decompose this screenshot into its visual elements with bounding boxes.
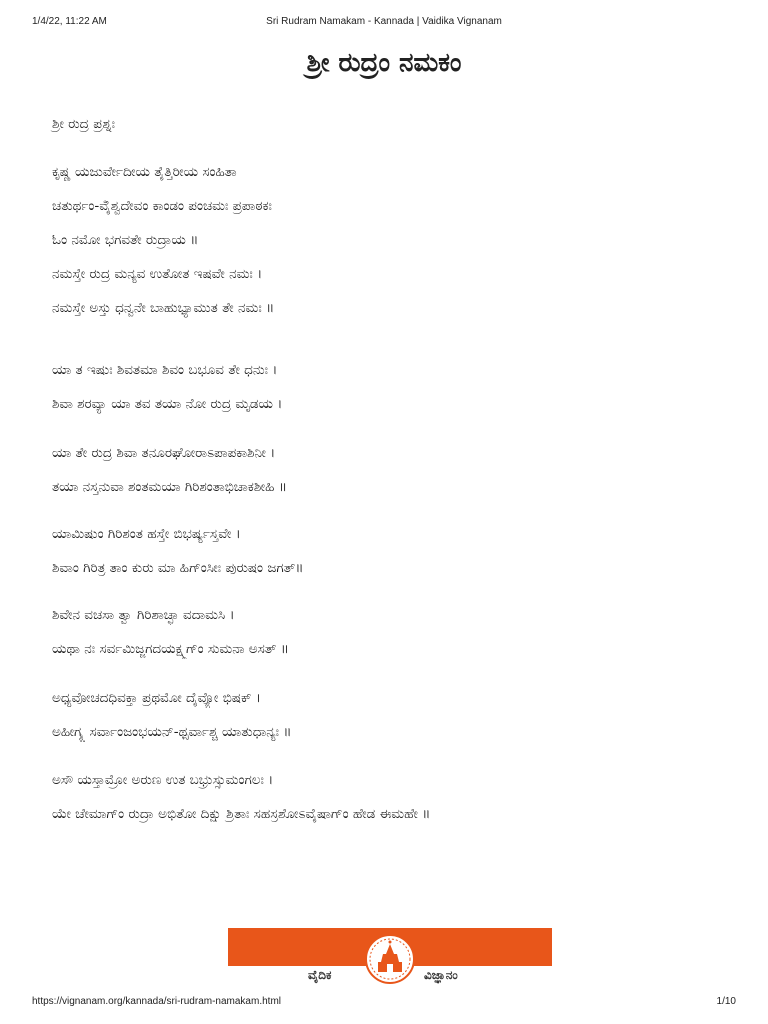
verse-block <box>52 162 732 216</box>
document-title: ಶ್ರೀ ರುದ್ರಂ ನಮಕಂ <box>306 48 462 78</box>
temple-emblem-icon <box>365 934 415 984</box>
verse-line: ಯೇ ಚೇಮಾಗ್ಂ ರುದ್ರಾ ಅಭಿತೋ ದಿಕ್ಷು ಶ್ರಿತಾಃ ಸಹಸ್ರಶೋಽವೈಷಾಗ್ಂ ಹೇಡ ಈಮಹೇ ॥ <box>52 806 431 822</box>
verse-line: ನಮಸ್ತೇ ಅಸ್ತು ಧನ್ವನೇ ಬಾಹುಭ್ಯಾಮುತ ತೇ ನಮಃ ॥ <box>52 300 275 316</box>
verse-block <box>52 360 732 414</box>
verse-line: ನಮಸ್ತೇ ರುದ್ರ ಮನ್ಯವ ಉತೋತ ಇಷವೇ ನಮಃ । <box>52 266 263 282</box>
verse-line: ಶಿವೇನ ವಚಸಾ ತ್ವಾ ಗಿರಿಶಾಚ್ಛಾ ವದಾಮಸಿ । <box>52 607 235 623</box>
page-number: 1/10 <box>716 996 736 1007</box>
verse-block <box>52 230 732 318</box>
print-footer <box>32 996 736 1012</box>
verse-line: ಕೃಷ್ಣ ಯಜುರ್ವೇದೀಯ ತೈತ್ತಿರೀಯ ಸಂಹಿತಾ <box>52 164 237 180</box>
banner-text-vaidika: ವೈದಿಕ <box>308 968 332 982</box>
verse-line: ಯಾ ತ ಇಷುಃ ಶಿವತಮಾ ಶಿವಂ ಬಭೂವ ತೇ ಧನುಃ । <box>52 362 278 378</box>
verse-line: ಶಿವಾ ಶರವ್ಯಾ ಯಾ ತವ ತಯಾ ನೋ ರುದ್ರ ಮೃಡಯ । <box>52 396 283 412</box>
verse-line: ಯಥಾ ನಃ ಸರ್ವಮಿಜ್ಜಗದಯಕ್ಷ್ಮಗ್ಂ ಸುಮನಾ ಅಸತ್ ॥ <box>52 641 289 657</box>
vaidika-vignanam-banner[interactable] <box>228 928 552 992</box>
verse-line: ತಯಾ ನಸ್ತನುವಾ ಶಂತಮಯಾ ಗಿರಿಶಂತಾಭಿಚಾಕಶೀಹಿ ॥ <box>52 479 287 495</box>
verse-line: ಯಾ ತೇ ರುದ್ರ ಶಿವಾ ತನೂರಘೋರಾಽಪಾಪಕಾಶಿನೀ । <box>52 445 276 461</box>
verse-line: ಅಸೌ ಯಸ್ತಾಮ್ರೋ ಅರುಣ ಉತ ಬಭ್ರುಸ್ಸುಮಂಗಲಃ । <box>52 772 274 788</box>
verse-block <box>52 688 732 742</box>
verse-block <box>52 524 732 578</box>
print-header <box>32 16 736 32</box>
banner-text-vignanam: ವಿಜ್ಞಾನಂ <box>424 968 458 982</box>
verse-line: ಅಹೀಗ್ಶ್ಚ ಸರ್ವಾಂಜಂಭಯನ್-ಥ್ಸರ್ವಾಶ್ಚ ಯಾತುಧಾನ್ಯಃ ॥ <box>52 724 292 740</box>
verse-line: ಯಾಮಿಷುಂ ಗಿರಿಶಂತ ಹಸ್ತೇ ಬಿಭರ್ಷ್ಯಸ್ತವೇ । <box>52 526 241 542</box>
verse-block <box>52 605 732 659</box>
print-datetime: 1/4/22, 11:22 AM <box>32 16 107 27</box>
verse-line: ಚತುರ್ಥಂ-ವೈಁಶ್ವದೇವಂ ಕಾಂಡಂ ಪಂಚಮಃ ಪ್ರಪಾಠಕಃ <box>52 198 272 214</box>
print-page-title: Sri Rudram Namakam - Kannada | Vaidika Vignanam <box>266 16 502 27</box>
verse-line: ಶಿವಾಂ ಗಿರಿತ್ರ ತಾಂ ಕುರು ಮಾ ಹಿಗ್ಂಸೀಃ ಪುರುಷಂ ಜಗತ್॥ <box>52 560 304 576</box>
verse-line: ಅಧ್ಯವೋಚದಧಿವಕ್ತಾ ಪ್ರಥಮೋ ದೈವ್ಯೋ ಭಿಷಕ್ । <box>52 690 261 706</box>
verse-block <box>52 770 732 824</box>
section-heading: ಶ್ರೀ ರುದ್ರ ಪ್ರಶ್ನಃ <box>52 116 116 132</box>
verse-line: ಓಂ ನಮೋ ಭಗವತೇ ರುದ್ರಾಯ ॥ <box>52 232 199 248</box>
verse-block <box>52 443 732 497</box>
page-url: https://vignanam.org/kannada/sri-rudram-namakam.html <box>32 996 281 1007</box>
